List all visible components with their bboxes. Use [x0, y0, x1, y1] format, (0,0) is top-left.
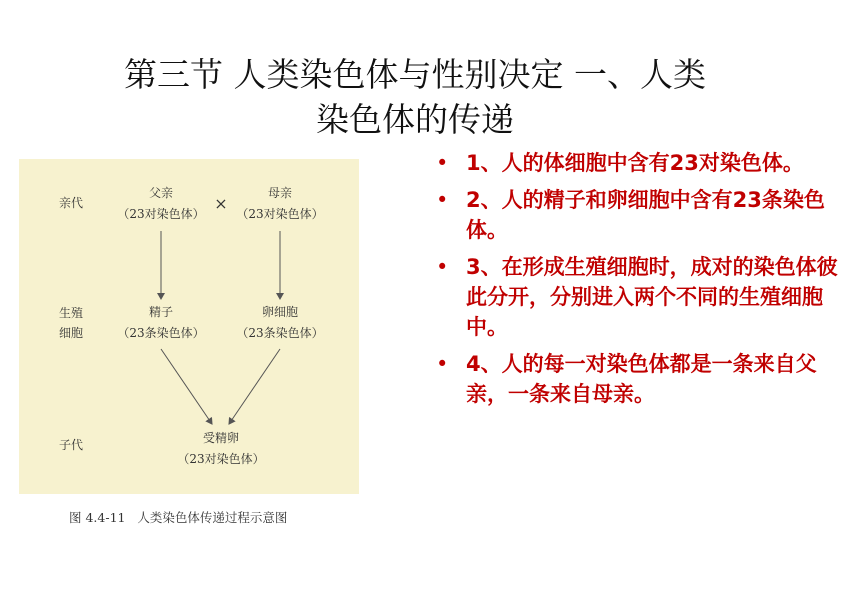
egg-label: 卵细胞 — [261, 305, 299, 319]
cross-symbol: × — [214, 194, 228, 213]
row-label-gametes-1: 生殖 — [59, 306, 84, 320]
father-detail: （23对染色体） — [117, 207, 205, 221]
bullet-text: 1、人的体细胞中含有23对染色体。 — [466, 151, 804, 175]
egg-detail: （23条染色体） — [236, 326, 324, 340]
father-label: 父亲 — [148, 186, 174, 200]
mother-label: 母亲 — [267, 186, 293, 200]
slide-title — [30, 52, 800, 142]
bullet-marker: • — [436, 255, 449, 279]
bullet-marker: • — [436, 188, 449, 212]
bullet-text: 3、在形成生殖细胞时，成对的染色体彼此分开，分别进入两个不同的生殖细胞中。 — [466, 255, 838, 339]
chromosome-transmission-diagram — [19, 159, 359, 494]
bullet-text: 4、人的每一对染色体都是一条来自父亲，一条来自母亲。 — [466, 352, 817, 406]
bullet-item-3 — [436, 252, 844, 342]
bullet-marker: • — [436, 151, 449, 175]
arrow-egg-to-zygote — [229, 349, 280, 424]
row-label-parents: 亲代 — [59, 196, 84, 210]
slide-title-line1: 第三节 人类染色体与性别决定 一、人类 — [124, 55, 706, 94]
zygote-detail: （23对染色体） — [177, 452, 265, 466]
figure-caption: 图 4.4-11 人类染色体传递过程示意图 — [69, 510, 288, 525]
bullet-item-1 — [436, 148, 844, 178]
sperm-detail: （23条染色体） — [117, 326, 205, 340]
row-label-gametes-2: 细胞 — [59, 326, 84, 340]
sperm-label: 精子 — [148, 305, 174, 319]
bullet-list — [436, 148, 844, 416]
bullet-text: 2、人的精子和卵细胞中含有23条染色体。 — [466, 188, 825, 242]
mother-detail: （23对染色体） — [236, 207, 324, 221]
bullet-item-4 — [436, 349, 844, 409]
zygote-label: 受精卵 — [202, 431, 240, 445]
slide-title-line2: 染色体的传递 — [316, 100, 514, 139]
arrow-sperm-to-zygote — [161, 349, 212, 424]
row-label-offspring: 子代 — [59, 438, 84, 452]
bullet-item-2 — [436, 185, 844, 245]
diagram-canvas — [19, 159, 359, 494]
bullet-marker: • — [436, 352, 449, 376]
